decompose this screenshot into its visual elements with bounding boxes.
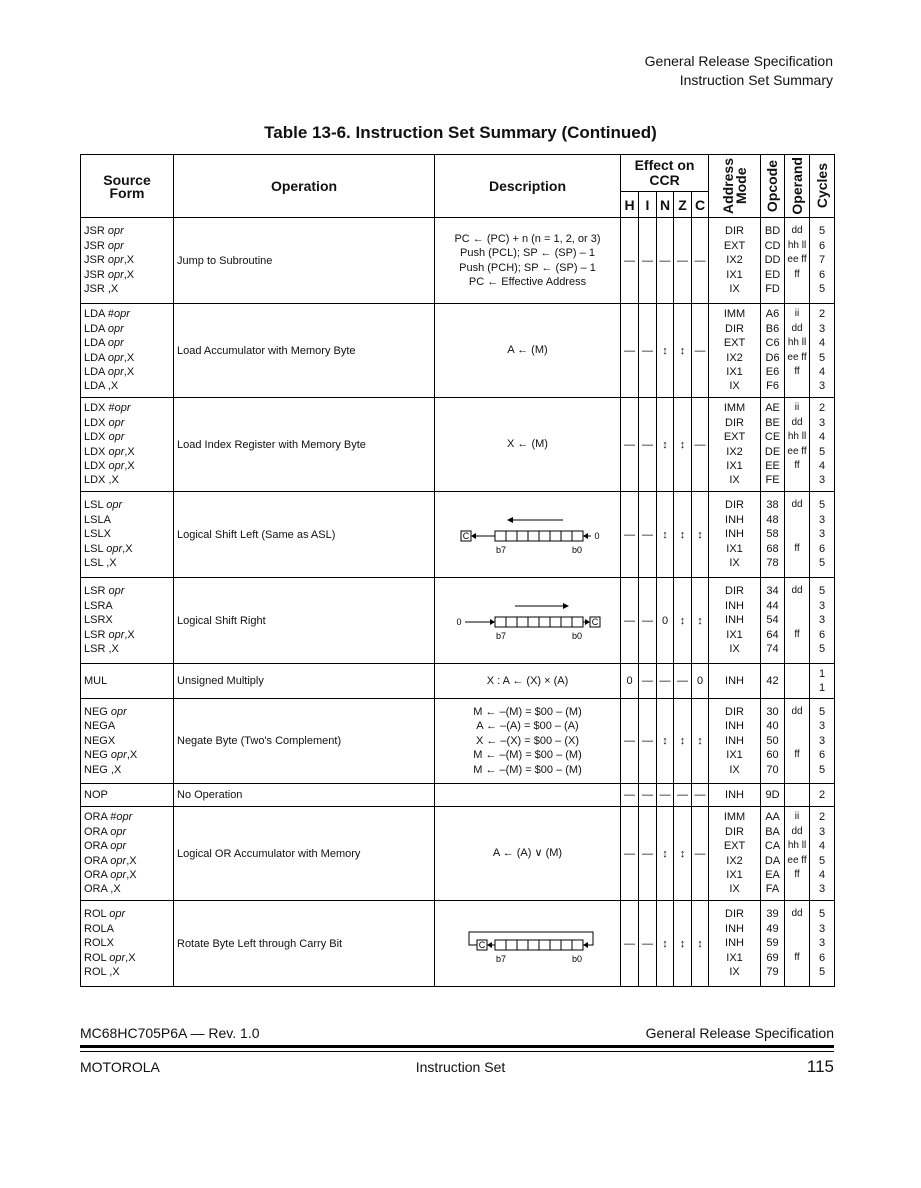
operands: dd ff	[785, 578, 810, 664]
operands: ii dd hh ll ee ff ff	[785, 807, 810, 901]
opcodes: 39 49 59 69 79	[761, 901, 785, 987]
opcodes: AA BA CA DA EA FA	[761, 807, 785, 901]
arrow-head	[487, 942, 492, 948]
flag-c: ↕	[692, 699, 709, 784]
source-forms: NEG opr NEGA NEGX NEG opr,X NEG ,X	[81, 699, 174, 784]
col-header-operand: Operand	[785, 155, 810, 218]
address-modes: IMM DIR EXT IX2 IX1 IX	[709, 304, 761, 398]
flag-i: —	[639, 304, 657, 398]
flag-h: —	[621, 578, 639, 664]
flag-header-c: C	[692, 192, 709, 218]
footer-company: MOTOROLA	[80, 1059, 160, 1075]
source-forms: ORA #opr ORA opr ORA opr ORA opr,X ORA opr,X ORA ,X	[81, 807, 174, 901]
opcodes: 38 48 58 68 78	[761, 492, 785, 578]
cycles: 5 3 3 6 5	[810, 901, 835, 987]
flag-z: —	[674, 218, 692, 304]
operation-text: Jump to Subroutine	[174, 218, 435, 304]
flag-n: —	[657, 784, 674, 807]
flag-c: ↕	[692, 492, 709, 578]
description-cell: A ← (M)	[435, 304, 621, 398]
flag-n: ↕	[657, 398, 674, 492]
shift-diagram	[453, 921, 603, 967]
flag-h: —	[621, 807, 639, 901]
shift-diagram	[453, 512, 603, 558]
flag-c: —	[692, 398, 709, 492]
flag-i: —	[639, 492, 657, 578]
flag-header-n: N	[657, 192, 674, 218]
flag-i: —	[639, 807, 657, 901]
bit7-label: b7	[495, 544, 506, 555]
arrow-head	[585, 619, 590, 625]
cycles: 2 3 4 5 4 3	[810, 304, 835, 398]
footer-doc-id: MC68HC705P6A — Rev. 1.0	[80, 1025, 260, 1041]
footer-doc-type: General Release Specification	[645, 1025, 834, 1041]
cycles: 2 3 4 5 4 3	[810, 807, 835, 901]
flag-header-h: H	[621, 192, 639, 218]
col-header-operation: Operation	[174, 155, 435, 218]
flag-n: —	[657, 664, 674, 699]
flag-i: —	[639, 218, 657, 304]
flag-h: —	[621, 784, 639, 807]
address-modes: IMM DIR EXT IX2 IX1 IX	[709, 398, 761, 492]
operands	[785, 784, 810, 807]
address-modes: INH	[709, 664, 761, 699]
opcodes: 9D	[761, 784, 785, 807]
opcodes: 34 44 54 64 74	[761, 578, 785, 664]
table-row	[81, 218, 835, 304]
direction-arrow	[563, 603, 569, 609]
description-cell	[435, 578, 621, 664]
operands: ii dd hh ll ee ff ff	[785, 398, 810, 492]
flag-z: ↕	[674, 304, 692, 398]
source-forms: NOP	[81, 784, 174, 807]
address-modes: DIR EXT IX2 IX1 IX	[709, 218, 761, 304]
opcodes: A6 B6 C6 D6 E6 F6	[761, 304, 785, 398]
bit7-label: b7	[495, 953, 506, 964]
flag-h: 0	[621, 664, 639, 699]
operands	[785, 664, 810, 699]
flag-n: 0	[657, 578, 674, 664]
flag-z: —	[674, 784, 692, 807]
flag-z: ↕	[674, 492, 692, 578]
description-cell	[435, 784, 621, 807]
source-forms: MUL	[81, 664, 174, 699]
flag-h: —	[621, 398, 639, 492]
description-cell: X : A ← (X) × (A)	[435, 664, 621, 699]
source-forms: LDX #opr LDX opr LDX opr LDX opr,X LDX opr,X LDX ,X	[81, 398, 174, 492]
footer-rule-thin	[80, 1051, 834, 1052]
source-forms: JSR opr JSR opr JSR opr,X JSR opr,X JSR ,X	[81, 218, 174, 304]
instruction-set-table	[80, 154, 835, 987]
table-row	[81, 664, 835, 699]
flag-z: ↕	[674, 398, 692, 492]
carry-label: C	[462, 530, 469, 541]
bit0-label: b0	[571, 630, 582, 641]
flag-i: —	[639, 664, 657, 699]
operation-text: Unsigned Multiply	[174, 664, 435, 699]
flag-h: —	[621, 901, 639, 987]
flag-c: —	[692, 218, 709, 304]
arrow-head	[583, 533, 588, 539]
cycles: 5 3 3 6 5	[810, 492, 835, 578]
flag-i: —	[639, 398, 657, 492]
footer-section: Instruction Set	[415, 1059, 506, 1075]
arrow-head	[490, 619, 495, 625]
cycles: 5 6 7 6 5	[810, 218, 835, 304]
header-line-2: Instruction Set Summary	[679, 72, 833, 88]
flag-n: ↕	[657, 807, 674, 901]
flag-h: —	[621, 218, 639, 304]
flag-z: ↕	[674, 807, 692, 901]
col-header-cycles: Cycles	[810, 155, 835, 218]
header-line-1: General Release Specification	[644, 53, 833, 69]
description-cell	[435, 492, 621, 578]
operation-text: Logical Shift Left (Same as ASL)	[174, 492, 435, 578]
opcodes: 30 40 50 60 70	[761, 699, 785, 784]
flag-z: ↕	[674, 901, 692, 987]
operation-text: Logical OR Accumulator with Memory	[174, 807, 435, 901]
arrow-head	[583, 942, 588, 948]
bit0-label: b0	[571, 544, 582, 555]
col-header-opcode: Opcode	[761, 155, 785, 218]
address-modes: INH	[709, 784, 761, 807]
source-forms: ROL opr ROLA ROLX ROL opr,X ROL ,X	[81, 901, 174, 987]
fill-bit-label: 0	[593, 530, 600, 541]
description-cell: PC ← (PC) + n (n = 1, 2, or 3) Push (PCL); SP ← (SP) – 1 Push (PCH); SP ← (SP) – 1 PC ← Effective Address	[435, 218, 621, 304]
source-forms: LSR opr LSRA LSRX LSR opr,X LSR ,X	[81, 578, 174, 664]
flag-c: —	[692, 807, 709, 901]
operation-text: Rotate Byte Left through Carry Bit	[174, 901, 435, 987]
table-row	[81, 699, 835, 784]
flag-c: 0	[692, 664, 709, 699]
table-row	[81, 398, 835, 492]
flag-h: —	[621, 492, 639, 578]
operation-text: Load Index Register with Memory Byte	[174, 398, 435, 492]
flag-i: —	[639, 784, 657, 807]
flag-n: ↕	[657, 492, 674, 578]
source-forms: LSL opr LSLA LSLX LSL opr,X LSL ,X	[81, 492, 174, 578]
operation-text: No Operation	[174, 784, 435, 807]
flag-c: ↕	[692, 578, 709, 664]
cycles: 2	[810, 784, 835, 807]
table-row	[81, 492, 835, 578]
opcodes: 42	[761, 664, 785, 699]
flag-header-z: Z	[674, 192, 692, 218]
flag-h: —	[621, 304, 639, 398]
description-cell: A ← (A) ∨ (M)	[435, 807, 621, 901]
description-cell: M ← –(M) = $00 – (M) A ← –(A) = $00 – (A) X ← –(X) = $00 – (X) M ← –(M) = $00 – (M) M ← –(M) = $00 – (M)	[435, 699, 621, 784]
operands: ii dd hh ll ee ff ff	[785, 304, 810, 398]
flag-i: —	[639, 901, 657, 987]
cycles: 5 3 3 6 5	[810, 578, 835, 664]
carry-label: C	[478, 939, 485, 950]
fill-bit-label: 0	[455, 616, 462, 627]
address-modes: DIR INH INH IX1 IX	[709, 578, 761, 664]
col-header-source: Source Form	[81, 155, 174, 218]
opcodes: BD CD DD ED FD	[761, 218, 785, 304]
rotate-loop	[469, 932, 593, 945]
flag-n: ↕	[657, 901, 674, 987]
carry-label: C	[591, 616, 598, 627]
bit7-label: b7	[495, 630, 506, 641]
col-header-effect-on-ccr: Effect on CCR	[621, 155, 709, 192]
table-title: Table 13-6. Instruction Set Summary (Continued)	[264, 123, 657, 142]
flag-n: ↕	[657, 304, 674, 398]
direction-arrow	[507, 517, 513, 523]
table-row	[81, 578, 835, 664]
flag-c: —	[692, 784, 709, 807]
opcodes: AE BE CE DE EE FE	[761, 398, 785, 492]
flag-n: —	[657, 218, 674, 304]
operation-text: Load Accumulator with Memory Byte	[174, 304, 435, 398]
cycles: 1 1	[810, 664, 835, 699]
flag-i: —	[639, 699, 657, 784]
flag-z: —	[674, 664, 692, 699]
operation-text: Negate Byte (Two's Complement)	[174, 699, 435, 784]
address-modes: DIR INH INH IX1 IX	[709, 699, 761, 784]
cycles: 5 3 3 6 5	[810, 699, 835, 784]
address-modes: DIR INH INH IX1 IX	[709, 901, 761, 987]
flag-i: —	[639, 578, 657, 664]
instruction-rows	[81, 218, 835, 987]
table-row	[81, 807, 835, 901]
table-row	[81, 901, 835, 987]
operands: dd ff	[785, 699, 810, 784]
bit0-label: b0	[571, 953, 582, 964]
source-forms: LDA #opr LDA opr LDA opr LDA opr,X LDA opr,X LDA ,X	[81, 304, 174, 398]
description-cell	[435, 901, 621, 987]
arrow-head	[471, 533, 476, 539]
shift-diagram	[453, 598, 603, 644]
col-header-address-mode: Address Mode	[709, 155, 761, 218]
flag-h: —	[621, 699, 639, 784]
operands: dd ff	[785, 901, 810, 987]
flag-c: ↕	[692, 901, 709, 987]
address-modes: IMM DIR EXT IX2 IX1 IX	[709, 807, 761, 901]
flag-c: —	[692, 304, 709, 398]
table-row	[81, 304, 835, 398]
description-cell: X ← (M)	[435, 398, 621, 492]
footer-page-number: 115	[806, 1057, 834, 1076]
flag-z: ↕	[674, 699, 692, 784]
operands: dd ff	[785, 492, 810, 578]
operands: dd hh ll ee ff ff	[785, 218, 810, 304]
flag-z: ↕	[674, 578, 692, 664]
flag-n: ↕	[657, 699, 674, 784]
flag-header-i: I	[639, 192, 657, 218]
col-header-description: Description	[435, 155, 621, 218]
address-modes: DIR INH INH IX1 IX	[709, 492, 761, 578]
footer-rule	[80, 1045, 834, 1048]
table-row	[81, 784, 835, 807]
operation-text: Logical Shift Right	[174, 578, 435, 664]
cycles: 2 3 4 5 4 3	[810, 398, 835, 492]
